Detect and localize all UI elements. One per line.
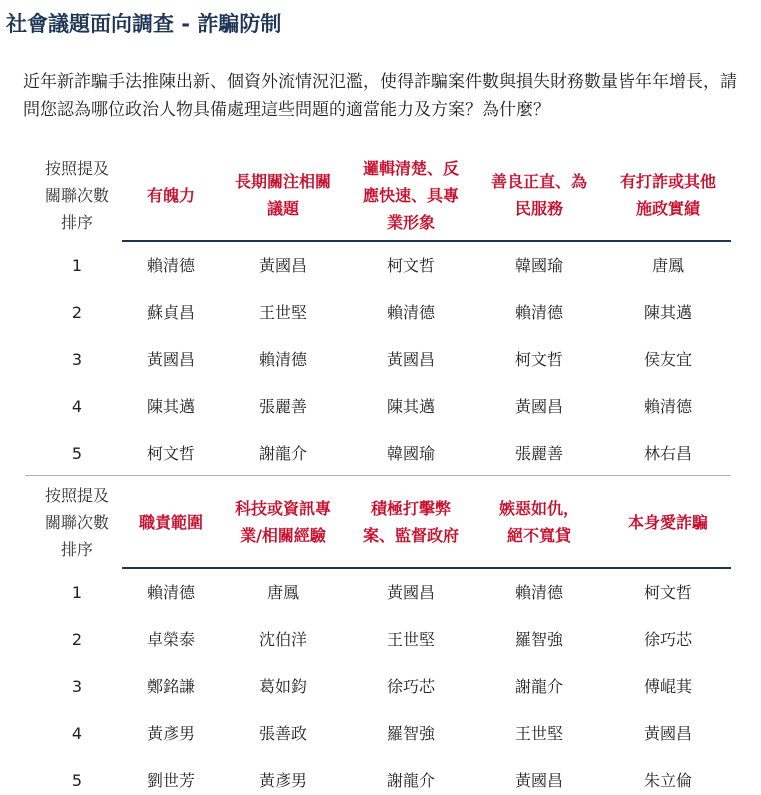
politician-name-cell: 侯友宜 [643, 350, 692, 369]
rank-cell: 2 [71, 303, 83, 322]
politician-name-cell: 葛如鈞 [258, 677, 307, 696]
politician-name-cell: 謝龍介 [258, 444, 307, 463]
rank-cell: 4 [71, 397, 83, 416]
politician-name-cell: 唐鳳 [266, 583, 299, 602]
category-header [474, 481, 604, 563]
politician-name-cell: 徐巧芯 [643, 630, 692, 649]
politician-name-cell: 卓榮泰 [146, 630, 195, 649]
category-header [346, 481, 476, 563]
politician-name-cell: 張善政 [258, 724, 307, 743]
category-header-line: 業形象 [386, 212, 435, 232]
politician-name-cell: 蘇貞昌 [146, 303, 195, 322]
rank-cell: 4 [71, 724, 83, 743]
politician-name-cell: 賴清德 [514, 583, 563, 602]
category-header-line: 議題 [266, 199, 299, 218]
rank-cell: 3 [71, 350, 83, 369]
category-header-line: 施政實績 [635, 199, 700, 218]
politician-name-cell: 羅智強 [386, 724, 435, 743]
category-header-line: 邏輯清楚、反 [362, 158, 459, 178]
header-divider [122, 567, 731, 569]
category-header [218, 154, 348, 236]
category-header [106, 481, 236, 563]
politician-name-cell: 黃國昌 [514, 771, 563, 790]
politician-name-cell: 賴清德 [514, 303, 563, 322]
category-header-line: 嫉惡如仇， [498, 499, 579, 518]
politician-name-cell: 陳其邁 [146, 397, 195, 416]
category-header-line: 職責範圍 [138, 512, 203, 532]
politician-name-cell: 陳其邁 [643, 303, 692, 322]
rank-cell: 3 [71, 677, 83, 696]
header-divider [122, 240, 731, 242]
survey-question: 近年新詐騙手法推陳出新、個資外流情況氾濫，使得詐騙案件數與損失財務數量皆年年增長，請問您認為哪位政治人物具備處理這些問題的適當能力及方案？為什麼？ [23, 72, 737, 120]
category-header-line: 有魄力 [146, 185, 195, 205]
category-header-line: 有打詐或其他 [619, 172, 716, 191]
rank-cell: 1 [71, 256, 83, 275]
category-header-line: 科技或資訊專 [234, 499, 331, 518]
politician-name-cell: 黃國昌 [514, 397, 563, 416]
section-divider [25, 475, 731, 476]
rank-header-line: 排序 [60, 212, 93, 232]
politician-name-cell: 賴清德 [258, 350, 307, 369]
rank-cell: 5 [71, 444, 83, 463]
politician-name-cell: 柯文哲 [386, 256, 435, 275]
rank-cell: 1 [71, 583, 83, 602]
rank-header-line: 按照提及 [44, 158, 109, 178]
politician-name-cell: 賴清德 [386, 303, 435, 322]
politician-name-cell: 黃國昌 [643, 724, 692, 743]
politician-name-cell: 羅智強 [514, 630, 563, 649]
category-header [218, 481, 348, 563]
category-header-line: 積極打擊弊 [370, 499, 451, 518]
category-header-line: 絕不寬貸 [506, 526, 571, 545]
politician-name-cell: 黃彥男 [146, 724, 195, 743]
category-header [603, 154, 733, 236]
politician-name-cell: 黃彥男 [258, 771, 307, 790]
politician-name-cell: 黃國昌 [386, 583, 435, 602]
category-header [106, 154, 236, 236]
politician-name-cell: 賴清德 [643, 397, 692, 416]
category-header-line: 應快速、具專 [362, 185, 459, 205]
politician-name-cell: 韓國瑜 [386, 444, 435, 463]
politician-name-cell: 王世堅 [386, 630, 435, 649]
politician-name-cell: 林右昌 [643, 444, 692, 463]
page-title: 社會議題面向調查 - 詐騙防制 [6, 12, 282, 36]
politician-name-cell: 陳其邁 [386, 397, 435, 416]
politician-name-cell: 柯文哲 [514, 350, 563, 369]
category-header [474, 154, 604, 236]
politician-name-cell: 賴清德 [146, 583, 195, 602]
rank-header-line: 按照提及 [44, 485, 109, 505]
politician-name-cell: 唐鳳 [651, 256, 684, 275]
politician-name-cell: 劉世芳 [146, 771, 195, 790]
category-header-line: 民服務 [514, 199, 563, 218]
politician-name-cell: 張麗善 [514, 444, 563, 463]
rank-cell: 5 [71, 771, 83, 790]
rank-header-line: 關聯次數 [44, 185, 109, 205]
politician-name-cell: 鄭銘謙 [146, 677, 195, 696]
category-header-line: 善良正直、為 [490, 172, 587, 191]
politician-name-cell: 徐巧芯 [386, 677, 435, 696]
politician-name-cell: 謝龍介 [514, 677, 563, 696]
politician-name-cell: 朱立倫 [643, 771, 692, 790]
politician-name-cell: 柯文哲 [643, 583, 692, 602]
politician-name-cell: 賴清德 [146, 256, 195, 275]
category-header-line: 業/相關經驗 [240, 526, 326, 545]
politician-name-cell: 王世堅 [258, 303, 307, 322]
category-header-line: 本身愛詐騙 [627, 512, 708, 532]
politician-name-cell: 謝龍介 [386, 771, 435, 790]
politician-name-cell: 黃國昌 [258, 256, 307, 275]
politician-name-cell: 柯文哲 [146, 444, 195, 463]
category-header-line: 案、監督政府 [362, 526, 459, 545]
category-header-line: 長期關注相關 [234, 172, 331, 191]
rank-header-line: 關聯次數 [44, 512, 109, 532]
category-header [603, 481, 733, 563]
category-header [346, 154, 476, 236]
rank-cell: 2 [71, 630, 83, 649]
politician-name-cell: 張麗善 [258, 397, 307, 416]
politician-name-cell: 傅崐萁 [643, 677, 692, 696]
politician-name-cell: 王世堅 [514, 724, 563, 743]
politician-name-cell: 沈伯洋 [258, 630, 307, 649]
rank-header-line: 排序 [60, 539, 93, 559]
politician-name-cell: 黃國昌 [146, 350, 195, 369]
politician-name-cell: 黃國昌 [386, 350, 435, 369]
politician-name-cell: 韓國瑜 [514, 256, 563, 275]
